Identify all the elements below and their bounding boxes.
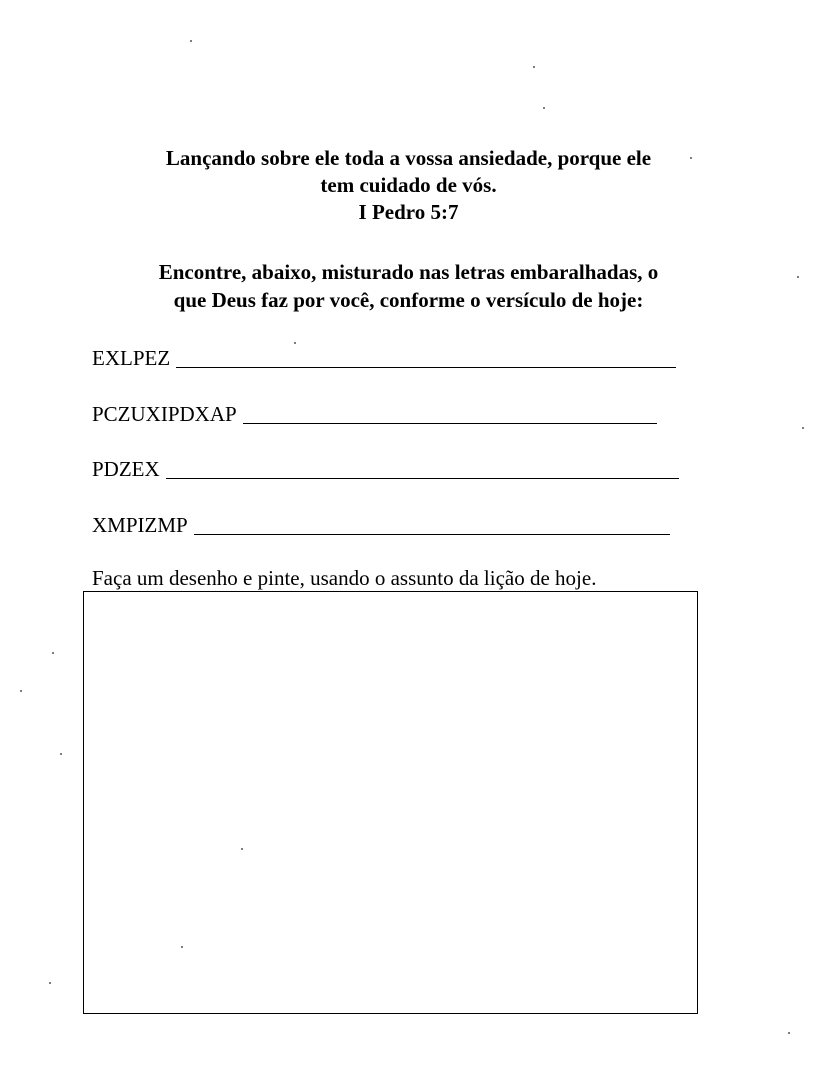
verse-line-2: tem cuidado de vós. — [320, 173, 497, 197]
instructions-line-1: Encontre, abaixo, misturado nas letras embaralhadas, o — [158, 260, 659, 284]
scan-speck — [181, 946, 183, 948]
scrambled-word: XMPIZMP — [92, 513, 188, 537]
scrambled-word-row — [92, 451, 679, 481]
scan-speck — [533, 66, 535, 68]
scrambled-word-row — [92, 507, 670, 537]
scan-speck — [802, 427, 804, 429]
scrambled-word-row — [92, 340, 676, 370]
scan-speck — [690, 157, 692, 159]
verse-block — [60, 145, 757, 226]
scan-speck — [797, 276, 799, 278]
scan-speck — [294, 342, 296, 344]
scan-speck — [60, 753, 62, 755]
answer-field[interactable] — [243, 403, 657, 424]
scrambled-word: EXLPEZ — [92, 346, 171, 370]
drawing-prompt: Faça um desenho e pinte, usando o assunto da lição de hoje. — [92, 566, 597, 590]
scan-speck — [190, 40, 192, 42]
scan-speck — [49, 982, 51, 984]
answer-field[interactable] — [176, 347, 676, 368]
scrambled-word-row — [92, 396, 657, 426]
answer-field[interactable] — [166, 458, 679, 479]
scan-speck — [20, 690, 22, 692]
scrambled-word: PCZUXIPDXAP — [92, 402, 237, 426]
answer-field[interactable] — [194, 514, 670, 535]
scrambled-word: PDZEX — [92, 457, 160, 481]
instructions-block — [60, 258, 757, 314]
drawing-area[interactable] — [83, 591, 698, 1014]
instructions-line-2: que Deus faz por você, conforme o versículo de hoje: — [173, 288, 644, 312]
verse-line-1: Lançando sobre ele toda a vossa ansiedade, porque ele — [165, 146, 652, 170]
verse-reference: I Pedro 5:7 — [358, 200, 459, 224]
scan-speck — [52, 652, 54, 654]
scan-speck — [788, 1032, 790, 1034]
scan-speck — [241, 848, 243, 850]
scan-speck — [543, 107, 545, 109]
